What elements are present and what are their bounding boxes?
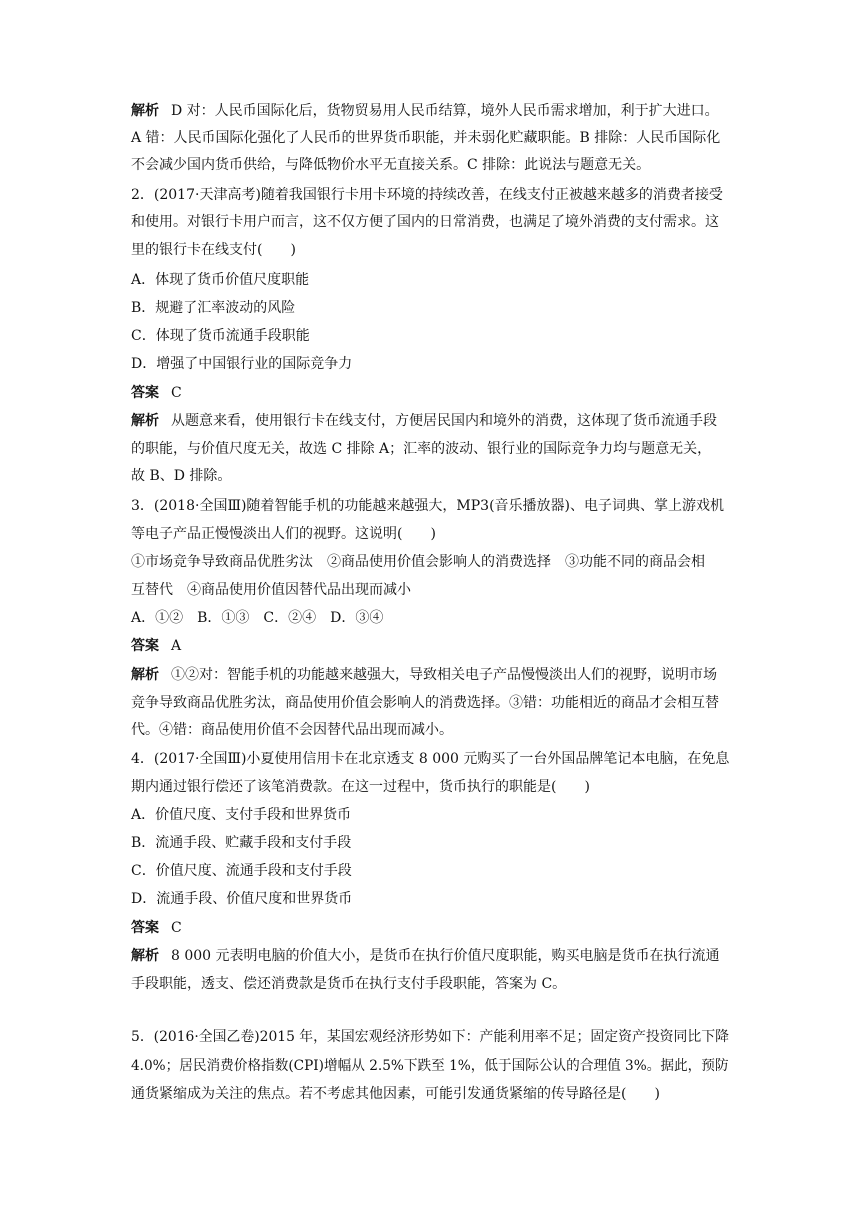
question-3-stem: 等电子产品正慢慢淡出人们的视野。这说明( ) [131, 526, 436, 542]
question-3-answer: 答案 A [131, 638, 182, 654]
question-2-option: C．体现了货币流通手段职能 [131, 328, 310, 344]
question-4-analysis: 手段职能，透支、偿还消费款是货币在执行支付手段职能，答案为 C。 [131, 976, 567, 992]
question-4-option: D．流通手段、价值尺度和世界货币 [131, 891, 353, 907]
question-5-stem: 4.0%；居民消费价格指数(CPI)增幅从 2.5%下跌至 1%，低于国际公认的合理值 3%。据此，预防 [131, 1058, 729, 1074]
analysis-line: 不会减少国内货币供给，与降低物价水平无直接关系。C 排除：此说法与题意无关。 [131, 157, 651, 173]
question-5-stem: 5．(2016·全国乙卷)2015 年，某国宏观经济形势如下：产能利用率不足；固定资产投资同比下降 [131, 1029, 729, 1045]
question-4-option: A．价值尺度、支付手段和世界货币 [131, 807, 352, 823]
question-2-analysis: 解析 从题意来看，使用银行卡在线支付，方便居民国内和境外的消费，这体现了货币流通手段 [131, 413, 717, 429]
question-2-stem: 和使用。对银行卡用户而言，这不仅方便了国内的日常消费，也满足了境外消费的支付需求。这 [131, 214, 719, 230]
question-4-analysis: 解析 8 000 元表明电脑的价值大小，是货币在执行价值尺度职能，购买电脑是货币在执行流通 [131, 948, 720, 964]
analysis-line: 解析 D 对：人民币国际化后，货物贸易用人民币结算，境外人民币需求增加，利于扩大进口。 [131, 103, 719, 119]
answer-label: 答案 [131, 385, 159, 401]
answer-label: 答案 [131, 638, 159, 654]
analysis-label: 解析 [131, 413, 159, 429]
answer-label: 答案 [131, 920, 159, 936]
question-3-analysis: 竞争导致商品优胜劣汰，商品使用价值会影响人的消费选择。③错：功能相近的商品才会相互替 [131, 695, 719, 711]
question-5-stem: 通货紧缩成为关注的焦点。若不考虑其他因素，可能引发通货紧缩的传导路径是( ) [131, 1086, 660, 1102]
analysis-label: 解析 [131, 667, 159, 683]
analysis-label: 解析 [131, 948, 159, 964]
question-4-stem: 4．(2017·全国Ⅲ)小夏使用信用卡在北京透支 8 000 元购买了一台外国品牌笔记本电脑，在免息 [131, 751, 730, 767]
question-2-answer: 答案 C [131, 385, 182, 401]
question-2-stem: 2．(2017·天津高考)随着我国银行卡用卡环境的持续改善，在线支付正被越来越多的消费者接受 [131, 187, 723, 203]
question-3-stem: 3．(2018·全国Ⅲ)随着智能手机的功能越来越强大，MP3(音乐播放器)、电子词典、掌上游戏机 [131, 498, 724, 514]
question-3-options: A．①② B．①③ C．②④ D．③④ [131, 610, 384, 626]
question-3-stem: 互替代 ④商品使用价值因替代品出现而减小 [131, 582, 411, 598]
question-3-analysis: 代。④错：商品使用价值不会因替代品出现而减小。 [131, 722, 453, 738]
question-4-option: B．流通手段、贮藏手段和支付手段 [131, 835, 352, 851]
question-4-option: C．价值尺度、流通手段和支付手段 [131, 863, 352, 879]
question-3-analysis: 解析 ①②对：智能手机的功能越来越强大，导致相关电子产品慢慢淡出人们的视野，说明市场 [131, 667, 717, 683]
question-2-analysis: 故 B、D 排除。 [131, 468, 232, 484]
question-2-option: B．规避了汇率波动的风险 [131, 300, 296, 316]
question-4-answer: 答案 C [131, 920, 182, 936]
question-4-stem: 期内通过银行偿还了该笔消费款。在这一过程中，货币执行的职能是( ) [131, 779, 590, 795]
question-3-stem: ①市场竞争导致商品优胜劣汰 ②商品使用价值会影响人的消费选择 ③功能不同的商品会相 [131, 554, 705, 570]
question-2-option: D．增强了中国银行业的国际竞争力 [131, 356, 353, 372]
question-2-option: A．体现了货币价值尺度职能 [131, 272, 310, 288]
analysis-line: A 错：人民币国际化强化了人民币的世界货币职能，并未弱化贮藏职能。B 排除：人民币国际化 [131, 130, 721, 146]
question-2-stem: 里的银行卡在线支付( ) [131, 242, 296, 258]
question-2-analysis: 的职能，与价值尺度无关，故选 C 排除 A；汇率的波动、银行业的国际竞争力均与题意无关， [131, 441, 712, 457]
analysis-label: 解析 [131, 103, 159, 119]
